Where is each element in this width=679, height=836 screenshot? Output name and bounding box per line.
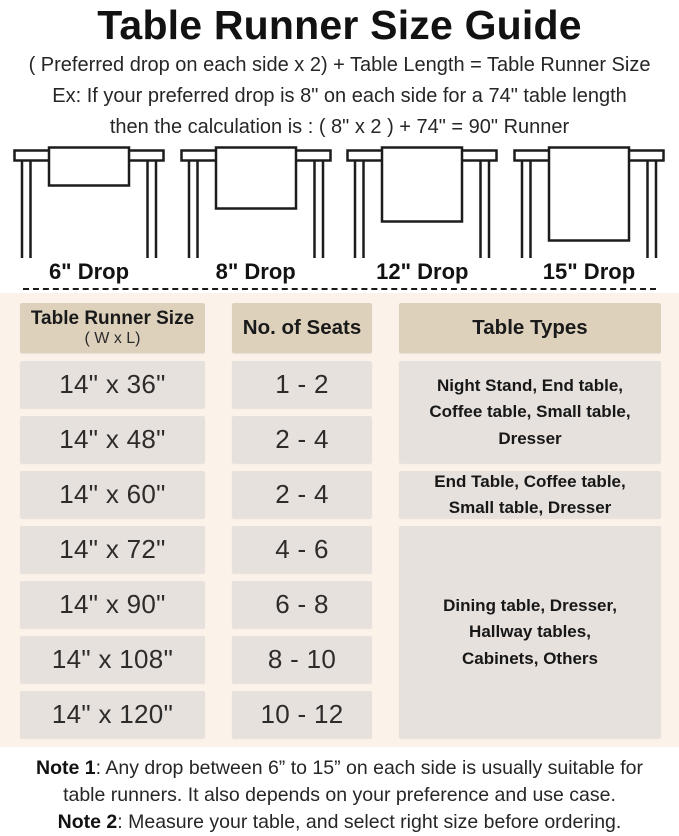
drop-label: 15" Drop (542, 259, 636, 285)
column-header-runner-size (20, 303, 205, 353)
table-types-cell-small-tables: Night Stand, End table, Coffee table, Small table, Dresser (399, 361, 661, 463)
table-with-runner-icon (13, 146, 165, 258)
size-cell: 14" x 120" (20, 691, 205, 738)
table-with-runner-icon (180, 146, 332, 258)
drop-illustration-15 (513, 146, 665, 284)
seats-cell: 4 - 6 (232, 526, 372, 573)
size-cell: 14" x 60" (20, 471, 205, 518)
size-table (20, 303, 662, 738)
example-line-1: Ex: If your preferred drop is 8" on each side for a 74" table length (52, 85, 627, 108)
table-with-runner-icon (346, 146, 498, 258)
seats-cell: 6 - 8 (232, 581, 372, 628)
formula-text: ( Preferred drop on each side x 2) + Table Length = Table Runner Size (28, 54, 651, 77)
dashed-divider (23, 288, 656, 290)
drop-label: 8" Drop (215, 259, 296, 285)
notes-section (0, 747, 679, 836)
example-line-2: then the calculation is : ( 8" x 2 ) + 74" = 90" Runner (109, 116, 570, 139)
seats-cell: 2 - 4 (232, 471, 372, 518)
size-guide-band (0, 293, 679, 747)
drop-label: 12" Drop (376, 259, 469, 285)
column-header-runner-size-subtitle: ( W x L) (84, 330, 141, 348)
column-header-table-types: Table Types (399, 303, 661, 353)
size-cell: 14" x 72" (20, 526, 205, 573)
drop-label: 6" Drop (48, 259, 130, 285)
size-cell: 14" x 108" (20, 636, 205, 683)
seats-cell: 2 - 4 (232, 416, 372, 463)
size-cell: 14" x 48" (20, 416, 205, 463)
drop-illustration-8 (180, 146, 332, 284)
page-title: Table Runner Size Guide (97, 2, 582, 48)
drop-illustrations-row (0, 142, 679, 284)
column-header-runner-size-title: Table Runner Size (30, 308, 195, 330)
note-1-line-1: Note 1: Any drop between 6” to 15” on each side is usually suitable for (35, 757, 644, 780)
drop-illustration-6 (13, 146, 165, 284)
note-1-line-2: table runners. It also depends on your preference and use case. (63, 784, 616, 807)
column-header-seats: No. of Seats (232, 303, 372, 353)
note-2: Note 2: Measure your table, and select right size before ordering. (57, 811, 622, 834)
seats-cell: 8 - 10 (232, 636, 372, 683)
size-cell: 14" x 90" (20, 581, 205, 628)
table-types-cell-medium-tables: End Table, Coffee table, Small table, Dresser (399, 471, 661, 518)
size-cell: 14" x 36" (20, 361, 205, 408)
header-section (0, 4, 679, 140)
table-types-cell-large-tables: Dining table, Dresser, Hallway tables, Cabinets, Others (399, 526, 661, 738)
seats-cell: 10 - 12 (232, 691, 372, 738)
drop-illustration-12 (346, 146, 498, 284)
table-with-runner-icon (513, 146, 665, 258)
seats-cell: 1 - 2 (232, 361, 372, 408)
